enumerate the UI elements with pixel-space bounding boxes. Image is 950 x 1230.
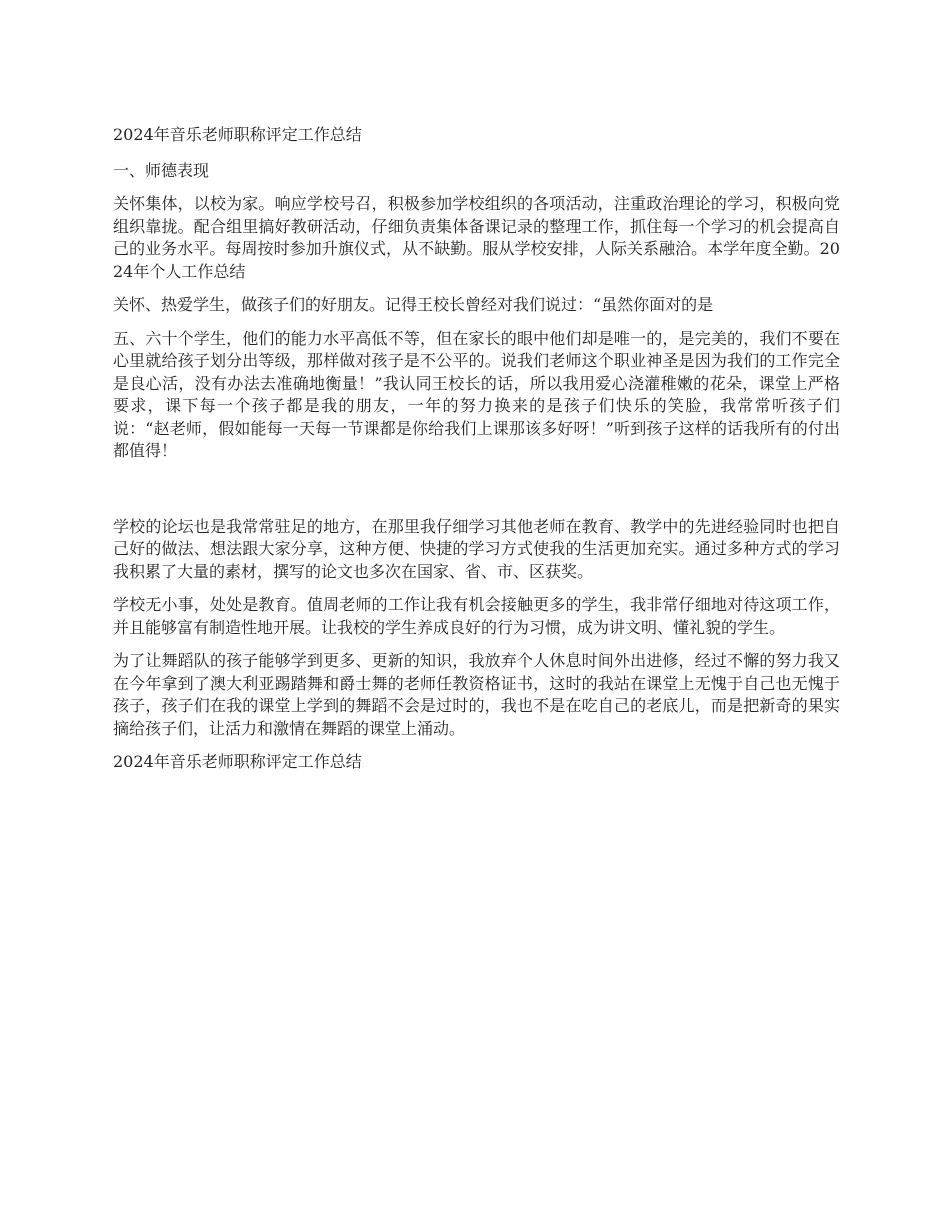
- footer-title: 2024年音乐老师职称评定工作总结: [113, 752, 362, 771]
- paragraph: 学校无小事，处处是教育。值周老师的工作让我有机会接触更多的学生，我非常仔细地对待这项工作，并且能够富有制造性地开展。让我校的学生养成良好的行为习惯，成为讲文明、懂礼貌的学生。: [113, 595, 840, 637]
- blank-gap: [113, 474, 840, 516]
- paragraph: 学校的论坛也是我常常驻足的地方，在那里我仔细学习其他老师在教育、教学中的先进经验同时也把自己好的做法、想法跟大家分享，这种方便、快捷的学习方式使我的生活更加充实。通过多种方式的学习我积累了大量的素材，撰写的论文也多次在国家、省、市、区获奖。: [113, 516, 840, 581]
- paragraph: 关怀集体，以校为家。响应学校号召，积极参加学校组织的各项活动，注重政治理论的学习，积极向党组织靠拢。配合组里搞好教研活动，仔细负责集体备课记录的整理工作，抓住每一个学习的机会提高自己的业务水平。每周按时参加升旗仪式，从不缺勤。服从学校安排，人际关系融洽。本学年度全勤。2024年个人工作总结: [113, 194, 840, 281]
- paragraph: 关怀、热爱学生，做孩子们的好朋友。记得王校长曾经对我们说过：“虽然你面对的是: [113, 295, 714, 314]
- document-page: [113, 124, 840, 785]
- paragraph: 五、六十个学生，他们的能力水平高低不等，但在家长的眼中他们却是唯一的，是完美的，我们不要在心里就给孩子划分出等级，那样做对孩子是不公平的。说我们老师这个职业神圣是因为我们的工作完全是良心活，没有办法去准确地衡量！”我认同王校长的话，所以我用爱心浇灌稚嫩的花朵，课堂上严格要求，课下每一个孩子都是我的朋友，一年的努力换来的是孩子们快乐的笑脸，我常常听孩子们说：“赵老师，假如能每一天每一节课都是你给我们上课那该多好呀！”听到孩子这样的话我所有的付出都值得！: [113, 328, 840, 460]
- document-title: 2024年音乐老师职称评定工作总结: [113, 125, 362, 144]
- section-heading: 一、师德表现: [113, 160, 210, 180]
- paragraph: 为了让舞蹈队的孩子能够学到更多、更新的知识，我放弃个人休息时间外出进修，经过不懈的努力我又在今年拿到了澳大利亚踢踏舞和爵士舞的老师任教资格证书，这时的我站在课堂上无愧于自己也无愧于孩子，孩子们在我的课堂上学到的舞蹈不会是过时的，我也不是在吃自己的老底儿，而是把新奇的果实摘给孩子们，让活力和激情在舞蹈的课堂上涌动。: [113, 651, 840, 738]
